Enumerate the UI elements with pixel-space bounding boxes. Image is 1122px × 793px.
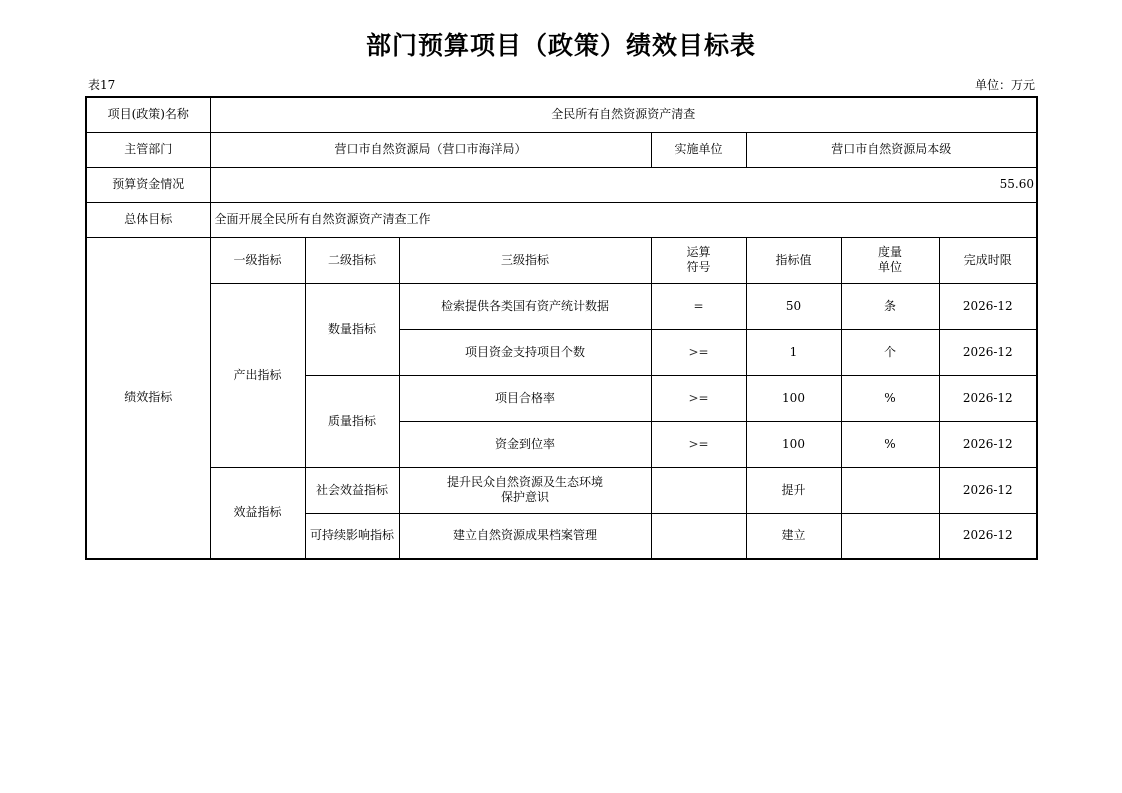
perf-indicator-label: 绩效指标: [86, 237, 210, 559]
impl-unit-value: 营口市自然资源局本级: [746, 132, 1037, 167]
header-level1: 一级指标: [210, 237, 305, 283]
header-unit: [841, 237, 939, 283]
table-row: [86, 97, 1037, 132]
dept-label: 主管部门: [86, 132, 210, 167]
header-operator-line2: 符号: [686, 260, 711, 274]
indicator-name: 项目资金支持项目个数: [399, 329, 651, 375]
indicator-unit: %: [841, 421, 939, 467]
table-row: [86, 132, 1037, 167]
indicator-value: 提升: [746, 467, 841, 513]
group-quantity: 数量指标: [305, 283, 399, 375]
budget-value: 55.60: [210, 167, 1037, 202]
table-number: 表17: [88, 78, 116, 92]
project-name-value: 全民所有自然资源资产清查: [210, 97, 1037, 132]
header-level3: 三级指标: [399, 237, 651, 283]
performance-table: [85, 96, 1038, 560]
indicator-operator: [651, 467, 746, 513]
indicator-name: [399, 467, 651, 513]
indicator-name-line1: 提升民众自然资源及生态环境: [446, 475, 603, 489]
overall-goal-value: 全面开展全民所有自然资源资产清查工作: [210, 202, 1037, 237]
project-name-label: 项目(政策)名称: [86, 97, 210, 132]
indicator-unit: [841, 513, 939, 559]
budget-label: 预算资金情况: [86, 167, 210, 202]
header-level2: 二级指标: [305, 237, 399, 283]
header-unit-line2: 单位: [877, 260, 902, 274]
indicator-operator: >=: [651, 329, 746, 375]
indicator-unit: 个: [841, 329, 939, 375]
overall-goal-label: 总体目标: [86, 202, 210, 237]
table-row: [86, 283, 1037, 329]
group-social: 社会效益指标: [305, 467, 399, 513]
indicator-deadline: 2026-12: [939, 467, 1037, 513]
indicator-unit: %: [841, 375, 939, 421]
indicator-name-line2: 保护意识: [500, 490, 549, 504]
impl-unit-label: 实施单位: [651, 132, 746, 167]
group-quality: 质量指标: [305, 375, 399, 467]
group-output: 产出指标: [210, 283, 305, 467]
indicator-unit: [841, 467, 939, 513]
indicator-operator: >=: [651, 421, 746, 467]
table-row: [86, 202, 1037, 237]
indicator-value: 100: [746, 375, 841, 421]
indicator-value: 50: [746, 283, 841, 329]
page-title: 部门预算项目（政策）绩效目标表: [365, 31, 756, 60]
indicator-value: 1: [746, 329, 841, 375]
indicator-name: 资金到位率: [399, 421, 651, 467]
indicator-operator: [651, 513, 746, 559]
indicator-name: 项目合格率: [399, 375, 651, 421]
indicator-operator: =: [651, 283, 746, 329]
indicator-name: 检索提供各类国有资产统计数据: [399, 283, 651, 329]
indicator-name: 建立自然资源成果档案管理: [399, 513, 651, 559]
indicator-deadline: 2026-12: [939, 421, 1037, 467]
indicator-deadline: 2026-12: [939, 283, 1037, 329]
indicator-unit: 条: [841, 283, 939, 329]
indicator-operator: >=: [651, 375, 746, 421]
table-row: [86, 467, 1037, 513]
indicator-value: 100: [746, 421, 841, 467]
indicator-deadline: 2026-12: [939, 513, 1037, 559]
header-value: 指标值: [746, 237, 841, 283]
header-operator-line1: 运算: [686, 245, 711, 259]
header-deadline: 完成时限: [939, 237, 1037, 283]
indicator-deadline: 2026-12: [939, 375, 1037, 421]
group-sustain: 可持续影响指标: [305, 513, 399, 559]
unit-label: 单位：万元: [974, 78, 1035, 92]
group-benefit: 效益指标: [210, 467, 305, 559]
header-unit-line1: 度量: [877, 245, 902, 259]
table-row: [86, 167, 1037, 202]
indicator-value: 建立: [746, 513, 841, 559]
header-operator: [651, 237, 746, 283]
header-row: [86, 237, 1037, 283]
indicator-deadline: 2026-12: [939, 329, 1037, 375]
dept-value: 营口市自然资源局（营口市海洋局）: [210, 132, 651, 167]
